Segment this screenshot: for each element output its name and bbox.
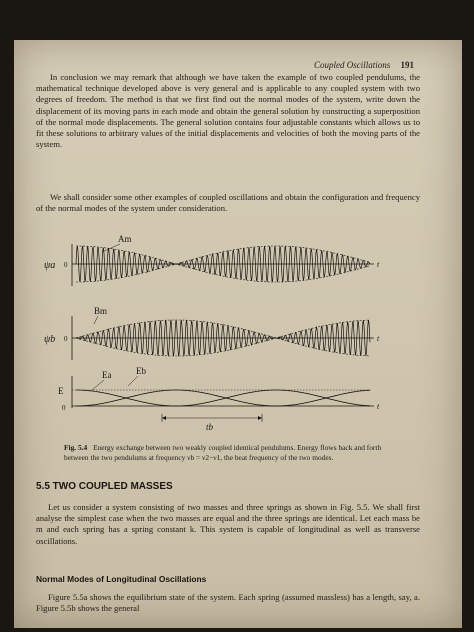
section-heading: 5.5 TWO COUPLED MASSES [36, 481, 173, 492]
subsection-heading: Normal Modes of Longitudinal Oscillations [36, 574, 207, 584]
caption-text: Energy exchange between two weakly coupled identical pendulums. Energy flows back and forth between the two pendulums at frequency νb = ν2−ν1, the beat frequency of the two modes. [64, 443, 382, 462]
panel-psi-a [44, 234, 380, 286]
label-tb: tb [206, 422, 214, 432]
paragraph-normal-modes: Figure 5.5a shows the equilibrium state of the system. Each spring (assumed massless) has a length, say, a. Figure 5.5b shows the general [36, 592, 420, 614]
label-zero-a: 0 [64, 261, 68, 269]
book-page [14, 40, 462, 628]
label-am: Am [118, 234, 132, 244]
leader-eb [128, 376, 138, 386]
leader-ea [92, 380, 104, 390]
leader-bm [94, 316, 98, 324]
label-t-e: t [377, 402, 380, 411]
page-number: 191 [400, 60, 414, 70]
running-header [314, 60, 414, 70]
label-psi-b: ψb [44, 334, 56, 345]
paragraph-examples: We shall consider some other examples of coupled oscillations and obtain the configuration and frequency of the normal modes of the system under consideration. [36, 192, 420, 214]
label-eb: Eb [136, 366, 146, 376]
label-zero-e: 0 [62, 404, 66, 412]
paragraph-conclusion: In conclusion we may remark that although we have taken the example of two coupled pendulums, the mathematical technique developed above is very general and is applicable to any coupled system with two degrees of freedom. The method is that we first find out the normal modes of the system, write down the displacement of its moving parts in each mode and obtain the general solution by constructing a superposition of the normal mode displacements. The general solution contains four adjustable constants which allows us to fit these solutions to arbitrary values of the initial displacements and velocities of both the moving parts of the system. [36, 72, 420, 150]
label-bm: Bm [94, 306, 108, 316]
figure-caption [64, 443, 384, 463]
label-ea: Ea [102, 370, 112, 380]
panel-psi-b [44, 306, 380, 360]
running-title: Coupled Oscillations [314, 60, 391, 70]
label-t-b: t [377, 334, 380, 343]
caption-label: Fig. 5.4 [64, 443, 88, 452]
curve-eb [76, 390, 370, 406]
label-psi-a: ψa [44, 260, 56, 271]
label-zero-b: 0 [64, 335, 68, 343]
paragraph-two-masses: Let us consider a system consisting of two masses and three springs as shown in Fig. 5.5. We shall first analyse the simplest case when the two masses are equal and the three springs are identical. Let each mass be m and each spring has a spring constant k. This system is capable of longitudinal as well as transverse oscillations. [36, 502, 420, 546]
label-t-a: t [377, 260, 380, 269]
tb-dimension [162, 414, 262, 432]
panel-energy [58, 366, 380, 432]
label-e: E [58, 386, 64, 396]
energy-exchange-figure [36, 230, 396, 438]
